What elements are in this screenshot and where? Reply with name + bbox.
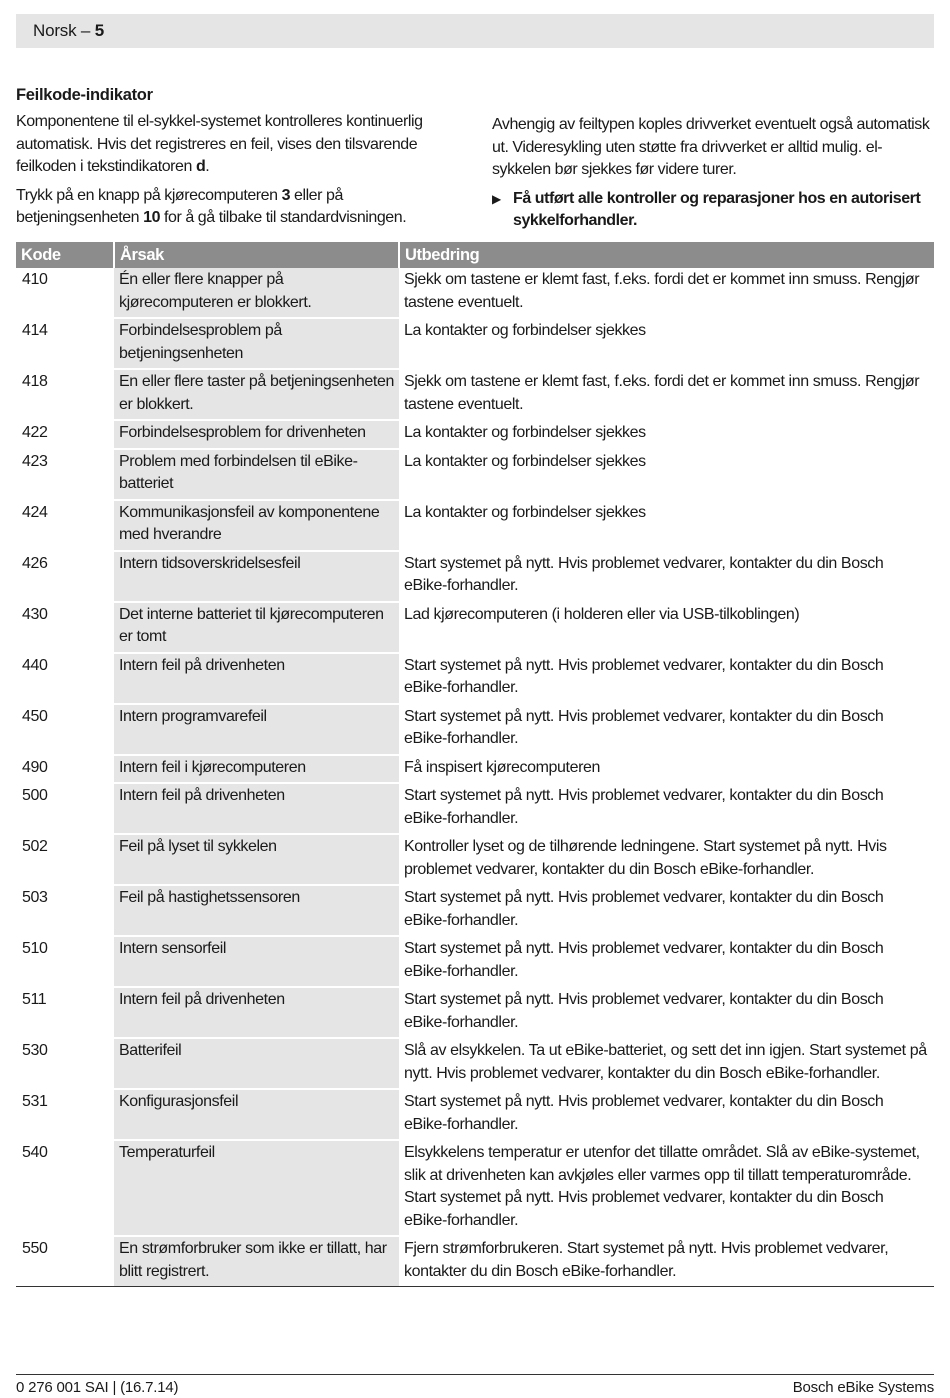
intro-end: .	[205, 158, 210, 175]
code-cell: 422	[16, 420, 114, 449]
header-code: Kode	[16, 242, 114, 268]
instruction-paragraph	[16, 185, 466, 230]
cause-cell: Én eller flere knapper på kjørecomputeren er blokkert.	[114, 268, 399, 318]
table-row	[16, 783, 934, 834]
cause-cell: Kommunikasjonsfeil av komponentene med hverandre	[114, 500, 399, 551]
fix-cell: Start systemet på nytt. Hvis problemet vedvarer, kontakter du din Bosch eBike-forhandler.	[399, 1089, 934, 1140]
table-row	[16, 500, 934, 551]
cause-cell: Forbindelsesproblem på betjeningsenheten	[114, 318, 399, 369]
fix-cell: La kontakter og forbindelser sjekkes	[399, 500, 934, 551]
fix-cell: Elsykkelens temperatur er utenfor det tillatte området. Slå av eBike-systemet, slik at drivenheten kan avkjøles eller varmes opp til tillatt temperaturområde. Start systemet på nytt. Hvis problemet vedvarer, kontakter du din Bosch eBike-forhandler.	[399, 1140, 934, 1236]
cause-cell: Feil på lyset til sykkelen	[114, 834, 399, 885]
instruction-text-e: for å gå tilbake til standardvisningen.	[160, 209, 407, 226]
code-cell: 430	[16, 602, 114, 653]
code-cell: 414	[16, 318, 114, 369]
cause-cell: Intern programvarefeil	[114, 704, 399, 755]
intro-paragraph	[16, 111, 466, 179]
table-row	[16, 449, 934, 500]
cause-cell: Det interne batteriet til kjørecomputeren er tomt	[114, 602, 399, 653]
fix-cell: Start systemet på nytt. Hvis problemet vedvarer, kontakter du din Bosch eBike-forhandler.	[399, 885, 934, 936]
table-row	[16, 268, 934, 318]
bullet-item	[492, 188, 936, 233]
bullet-text: Få utført alle kontroller og reparasjoner hos en autorisert sykkelforhandler.	[513, 189, 921, 229]
table-row	[16, 602, 934, 653]
indicator-label: d	[195, 158, 206, 175]
section-title: Feilkode-indikator	[16, 86, 153, 104]
table-row	[16, 551, 934, 602]
header-text	[33, 21, 104, 41]
table-row	[16, 1236, 934, 1287]
table-row	[16, 1089, 934, 1140]
table-row	[16, 369, 934, 420]
instruction-ref-10: 10	[143, 209, 161, 226]
code-cell: 410	[16, 268, 114, 318]
code-cell: 530	[16, 1038, 114, 1089]
code-cell: 510	[16, 936, 114, 987]
cause-cell: Feil på hastighetssensoren	[114, 885, 399, 936]
code-cell: 511	[16, 987, 114, 1038]
instruction-text-a: Trykk på en knapp på kjørecomputeren	[16, 186, 282, 204]
table-row	[16, 987, 934, 1038]
fix-cell: Få inspisert kjørecomputeren	[399, 755, 934, 784]
fix-cell: Slå av elsykkelen. Ta ut eBike-batteriet, og sett det inn igjen. Start systemet på nytt. Hvis problemet vedvarer, kontakter du din Bosch eBike-forhandler.	[399, 1038, 934, 1089]
cause-cell: Temperaturfeil	[114, 1140, 399, 1236]
triangle-right-icon: ▶	[492, 191, 501, 206]
code-cell: 418	[16, 369, 114, 420]
code-cell: 450	[16, 704, 114, 755]
drive-paragraph: Avhengig av feiltypen koples drivverket eventuelt også automatisk ut. Videresykling uten støtte fra drivverket er alltid mulig. el-sykkelen bør sjekkes før videre turer.	[492, 116, 930, 178]
fix-cell: La kontakter og forbindelser sjekkes	[399, 449, 934, 500]
code-cell: 500	[16, 783, 114, 834]
cause-cell: Forbindelsesproblem for drivenheten	[114, 420, 399, 449]
fix-cell: Sjekk om tastene er klemt fast, f.eks. fordi det er kommet inn smuss. Rengjør tastene eventuelt.	[399, 369, 934, 420]
table-header-row	[16, 242, 934, 268]
header-cause: Årsak	[114, 242, 399, 268]
code-cell: 423	[16, 449, 114, 500]
code-cell: 490	[16, 755, 114, 784]
table-row	[16, 936, 934, 987]
header-fix: Utbedring	[399, 242, 934, 268]
fix-cell: Kontroller lyset og de tilhørende ledningene. Start systemet på nytt. Hvis problemet vedvarer, kontakter du din Bosch eBike-forhandler.	[399, 834, 934, 885]
cause-cell: Intern feil på drivenheten	[114, 987, 399, 1038]
instruction-text-c: eller på betjeningsenheten	[16, 186, 343, 226]
table-row	[16, 420, 934, 449]
fix-cell: La kontakter og forbindelser sjekkes	[399, 318, 934, 369]
cause-cell: En strømforbruker som ikke er tillatt, har blitt registrert.	[114, 1236, 399, 1287]
cause-cell: Intern tidsoverskridelsesfeil	[114, 551, 399, 602]
table-row	[16, 704, 934, 755]
code-cell: 540	[16, 1140, 114, 1236]
cause-cell: Intern feil i kjørecomputeren	[114, 755, 399, 784]
footer-divider	[16, 1374, 934, 1375]
cause-cell: Batterifeil	[114, 1038, 399, 1089]
fix-cell: Start systemet på nytt. Hvis problemet vedvarer, kontakter du din Bosch eBike-forhandler.	[399, 704, 934, 755]
cause-cell: Intern sensorfeil	[114, 936, 399, 987]
table-row	[16, 885, 934, 936]
fix-cell: Start systemet på nytt. Hvis problemet vedvarer, kontakter du din Bosch eBike-forhandler.	[399, 987, 934, 1038]
table-row	[16, 755, 934, 784]
fix-cell: La kontakter og forbindelser sjekkes	[399, 420, 934, 449]
left-column	[16, 86, 466, 236]
footer-brand: Bosch eBike Systems	[792, 1379, 934, 1396]
right-column	[492, 114, 936, 233]
cause-cell: Problem med forbindelsen til eBike-batteriet	[114, 449, 399, 500]
cause-cell: En eller flere taster på betjeningsenheten er blokkert.	[114, 369, 399, 420]
table-row	[16, 1140, 934, 1236]
fix-cell: Start systemet på nytt. Hvis problemet vedvarer, kontakter du din Bosch eBike-forhandler.	[399, 653, 934, 704]
code-cell: 531	[16, 1089, 114, 1140]
footer-doc-number: 0 276 001 SAI | (16.7.14)	[16, 1379, 179, 1396]
instruction-ref-3: 3	[281, 186, 291, 204]
page-header	[16, 14, 934, 48]
table-row	[16, 1038, 934, 1089]
fix-cell: Lad kjørecomputeren (i holderen eller via USB-tilkoblingen)	[399, 602, 934, 653]
cause-cell: Konfigurasjonsfeil	[114, 1089, 399, 1140]
fix-cell: Start systemet på nytt. Hvis problemet vedvarer, kontakter du din Bosch eBike-forhandler.	[399, 551, 934, 602]
table-row	[16, 318, 934, 369]
intro-text: Komponentene til el-sykkel-systemet kontrolleres kontinuerlig automatisk. Hvis det registreres en feil, vises den tilsvarende feilkoden i tekstindikatoren	[16, 113, 423, 175]
code-cell: 503	[16, 885, 114, 936]
code-cell: 440	[16, 653, 114, 704]
fix-cell: Start systemet på nytt. Hvis problemet vedvarer, kontakter du din Bosch eBike-forhandler.	[399, 936, 934, 987]
table-body	[16, 268, 934, 1287]
cause-cell: Intern feil på drivenheten	[114, 783, 399, 834]
page-number: 5	[94, 21, 104, 40]
code-cell: 424	[16, 500, 114, 551]
cause-cell: Intern feil på drivenheten	[114, 653, 399, 704]
code-cell: 502	[16, 834, 114, 885]
table-row	[16, 834, 934, 885]
fix-cell: Start systemet på nytt. Hvis problemet vedvarer, kontakter du din Bosch eBike-forhandler.	[399, 783, 934, 834]
table-row	[16, 653, 934, 704]
fix-cell: Sjekk om tastene er klemt fast, f.eks. fordi det er kommet inn smuss. Rengjør tastene eventuelt.	[399, 268, 934, 318]
error-code-table	[16, 242, 934, 1287]
fix-cell: Fjern strømforbrukeren. Start systemet på nytt. Hvis problemet vedvarer, kontakter du din Bosch eBike-forhandler.	[399, 1236, 934, 1287]
code-cell: 426	[16, 551, 114, 602]
header-separator: –	[76, 21, 95, 40]
header-language: Norsk	[33, 21, 77, 40]
code-cell: 550	[16, 1236, 114, 1287]
